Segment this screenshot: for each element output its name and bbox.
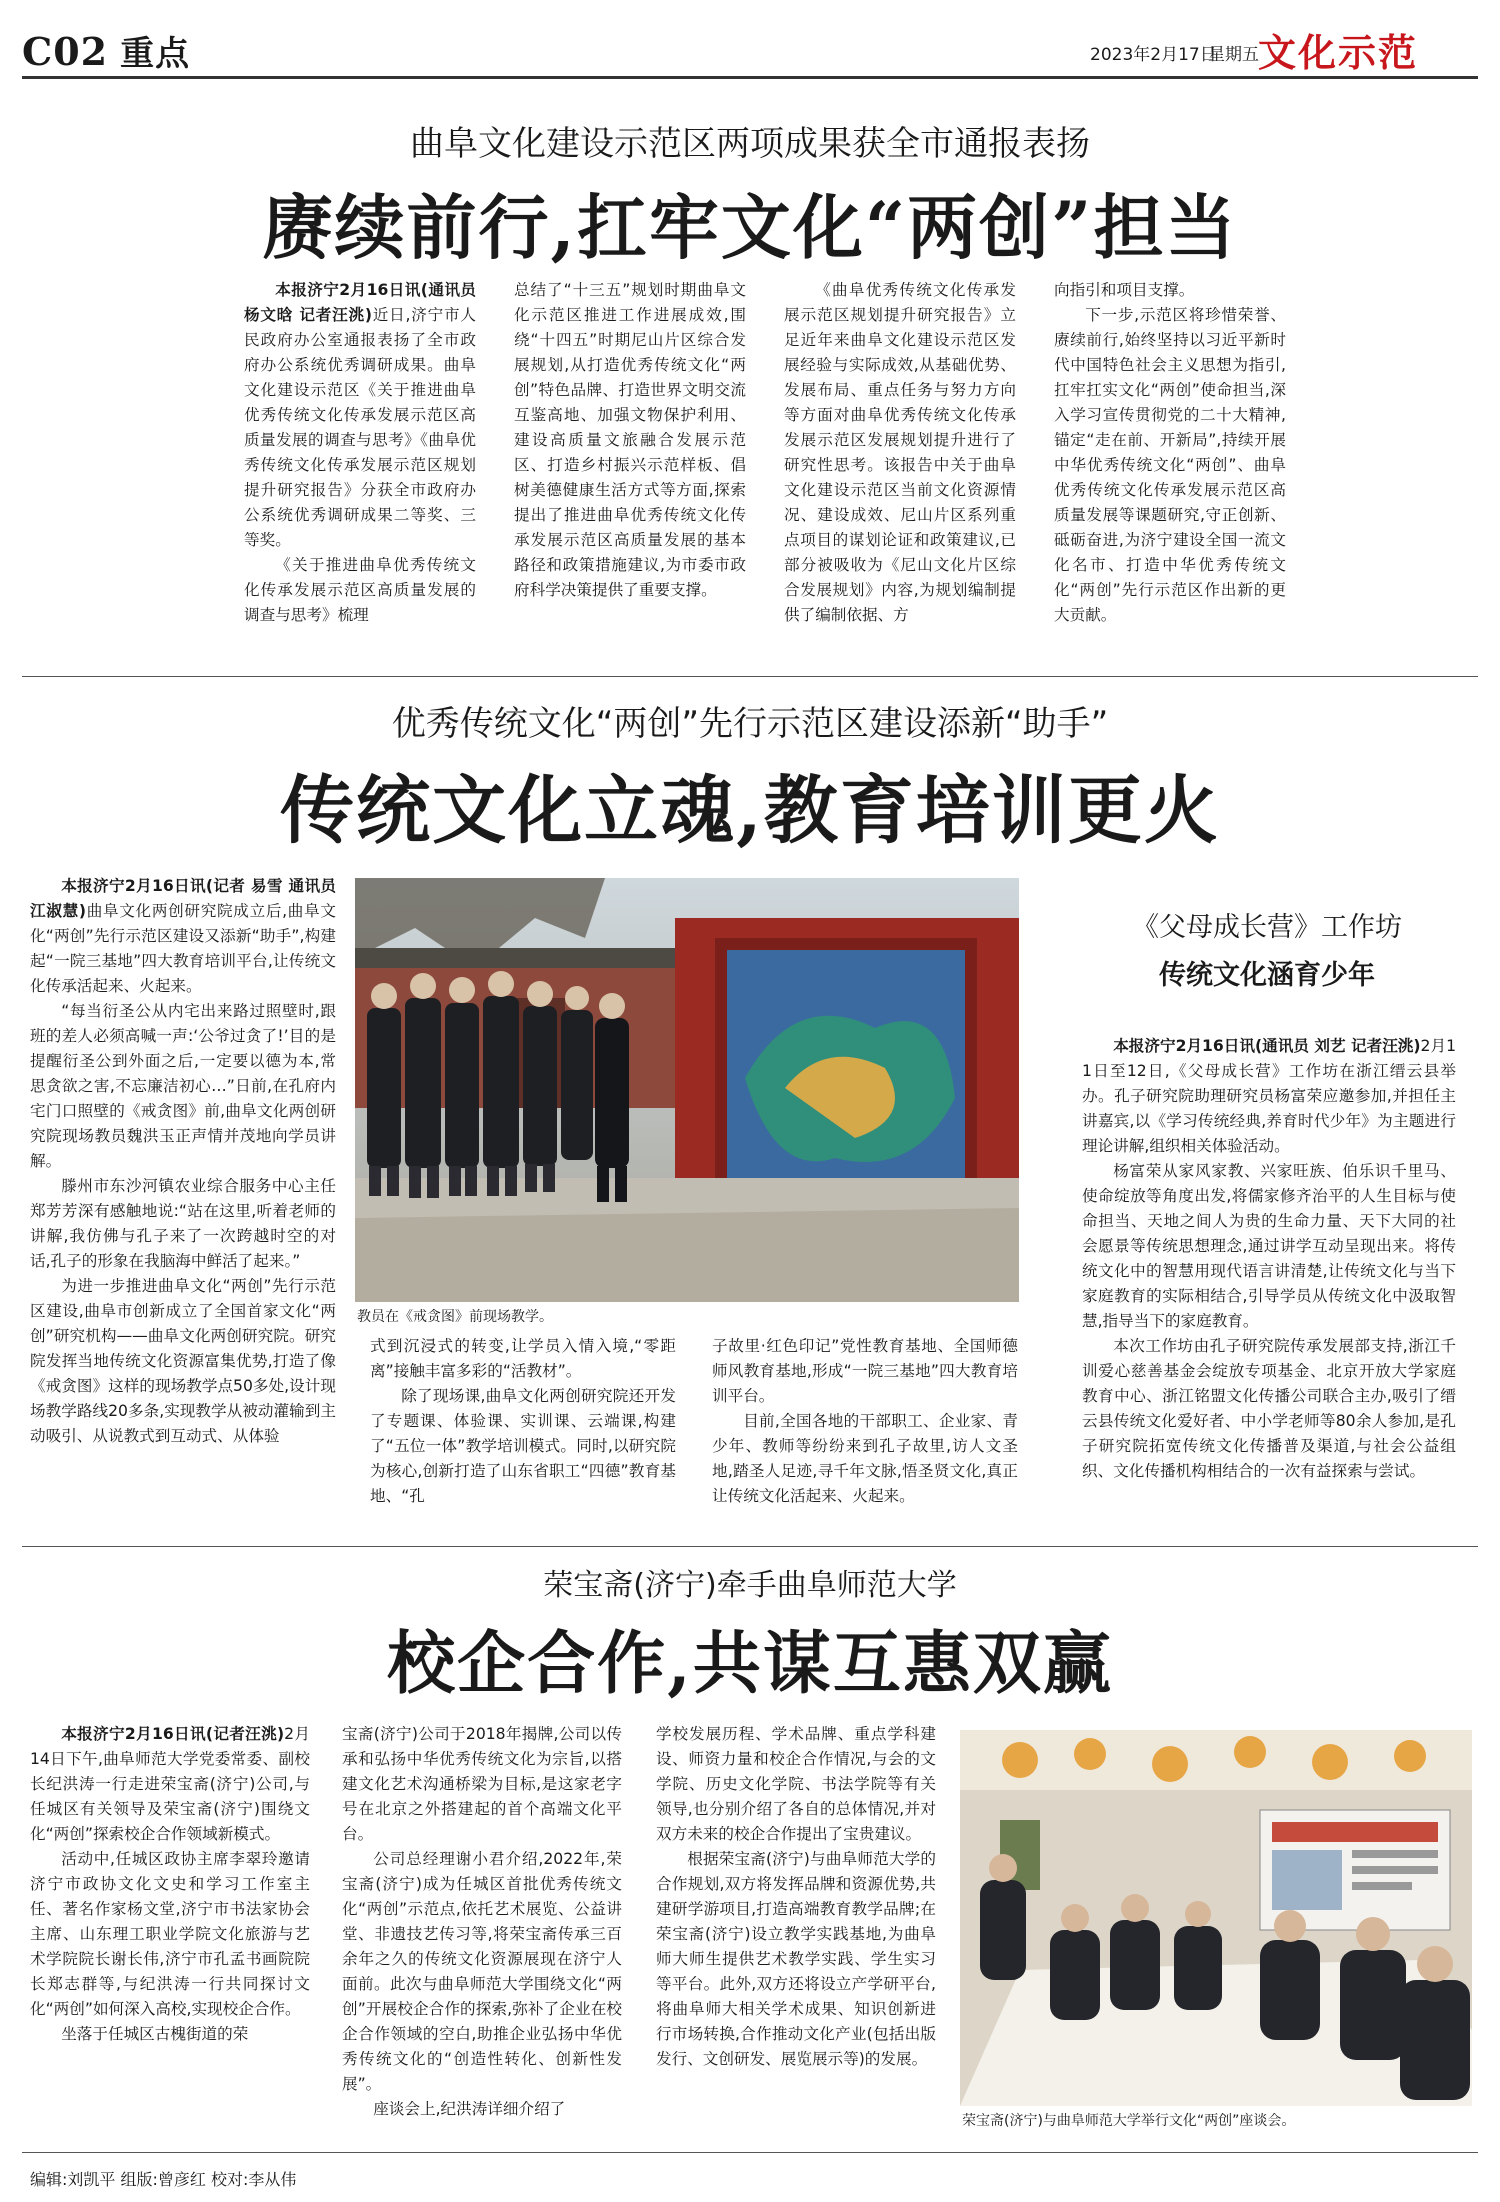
issue-date: 2023年2月17日 (1090, 45, 1217, 65)
sidebar-byline: 本报济宁2月16日讯(通讯员 刘艺 记者汪洮) (1113, 1037, 1421, 1055)
article2-text-1b: “每当衍圣公从内宅出来路过照壁时,跟班的差人必须高喊一声:‘公爷过贪了!’目的是提醒衍圣公到外面之后,一定要以德为本,常思贪欲之害,不忘廉洁初心…”日前,在孔府内宅门口照壁的《戒贪图》前,曲阜文化两创研究院现场教员魏洪玉正声情并茂地向学员讲解。 (30, 1002, 336, 1170)
article3-text-3: 学校发展历程、学术品牌、重点学科建设、师资力量和校企合作情况,与会的文学院、历史文化学院、书法学院等有关领导,也分别介绍了各自的总体情况,并对双方未来的校企合作提出了宝贵建议。 (656, 1725, 936, 1843)
article3-text-3b: 根据荣宝斋(济宁)与曲阜师范大学的合作规划,双方将发挥品牌和资源优势,共建研学游项目,打造高端教育教学品牌;在荣宝斋(济宁)设立教学实践基地,为曲阜师大师生提供艺术教学实践、学生实习等平台。此外,双方还将设立产学研平台,将曲阜师大相关学术成果、知识创新进行市场转换,合作推动文化产业(包括出版发行、文创研发、展览展示等)的发展。 (656, 1850, 936, 2068)
article3-column-1 (30, 1722, 310, 2138)
sidebar-title-2: 传统文化涵育少年 (1159, 960, 1375, 991)
sidebar-text-3: 本次工作坊由孔子研究院传承发展部支持,浙江千训爱心慈善基金会绽放专项基金、北京开放大学家庭教育中心、浙江铭盟文化传播公司联合主办,吸引了缙云县传统文化爱好者、中小学老师等80余人参加,是孔子研究院拓宽传统文化传播普及渠道,与社会公益组织、文化传播机构相结合的一次有益探索与尝试。 (1082, 1337, 1456, 1480)
article1-column-4 (1054, 278, 1286, 656)
article3-text-2c: 座谈会上,纪洪涛详细介绍了 (373, 2100, 566, 2118)
article2-column-3 (712, 1334, 1018, 1514)
article1-text-3: 《曲阜优秀传统文化传承发展示范区规划提升研究报告》立足近年来曲阜文化建设示范区发展经验与实际成效,从基础优势、发展布局、重点任务与努力方向等方面对曲阜优秀传统文化传承发展示范区发展规划提升进行了研究性思考。该报告中关于曲阜文化建设示范区当前文化资源情况、建设成效、尼山片区系列重点项目的谋划论证和政策建议,已部分被吸收为《尼山文化片区综合发展规划》内容,为规划编制提供了编制依据、方 (784, 281, 1016, 624)
article2-headline: 传统文化立魂,教育培训更火 (280, 768, 1220, 854)
section-label: 重点 (120, 34, 191, 74)
article2-text-3: 子故里·红色印记”党性教育基地、全国师德师风教育基地,形成“一院三基地”四大教育培训平台。 (712, 1337, 1018, 1405)
article1-kicker: 曲阜文化建设示范区两项成果获全市通报表扬 (410, 124, 1090, 164)
article3-text-1b: 活动中,任城区政协主席李翠玲邀请济宁市政协文化文史和学习工作室主任、著名作家杨文堂,济宁市书法家协会主席、山东理工职业学院文化旅游与艺术学院院长谢长伟,济宁市孔孟书画院院长郑志群等,与纪洪涛一行共同探讨文化“两创”如何深入高校,实现校企合作。 (30, 1850, 310, 2018)
photo-meeting-scene (960, 1730, 1472, 2106)
article2-text-1d: 为进一步推进曲阜文化“两创”先行示范区建设,曲阜市创新成立了全国首家文化“两创”研究机构——曲阜文化两创研究院。研究院发挥当地传统文化资源富集优势,打造了像《戒贪图》这样的现场教学点50多处,设计现场教学路线20多条,实现教学从被动灌输到主动吸引、从说教式到互动式、从体验 (30, 1277, 336, 1445)
article2-text-1c: 滕州市东沙河镇农业综合服务中心主任郑芳芳深有感触地说:“站在这里,听着老师的讲解,我仿佛与孔子来了一次跨越时空的对话,孔子的形象在我脑海中鲜活了起来。” (30, 1177, 336, 1270)
page-number-text: C02 (22, 29, 109, 74)
article1-column-1 (244, 278, 476, 656)
article1-byline: 本报济宁2月16日讯(通讯员 杨文晗 记者汪洮) (244, 281, 476, 324)
sidebar-text-2: 杨富荣从家风家教、兴家旺族、伯乐识千里马、使命绽放等角度出发,将儒家修齐治平的人生目标与使命担当、天地之间人为贵的生命力量、天下大同的社会愿景等传统思想理念,通过讲学互动呈现出来。将传统文化中的智慧用现代语言讲清楚,让传统文化与当下家庭教育的实际相结合,引导学员从传统文化中汲取智慧,指导当下的家庭教育。 (1082, 1162, 1456, 1330)
sidebar-title-1: 《父母成长营》工作坊 (1132, 912, 1402, 943)
article2-text-2b: 除了现场课,曲阜文化两创研究院还开发了专题课、体验课、实训课、云端课,构建了“五位一体”教学培训模式。同时,以研究院为核心,创新打造了山东省职工“四德”教育基地、“孔 (370, 1387, 676, 1505)
article1-headline: 赓续前行,扛牢文化“两创”担当 (262, 186, 1238, 269)
section-divider-1 (22, 676, 1478, 677)
section-divider-2 (22, 1546, 1478, 1547)
photo-teaching-illustration (355, 878, 1019, 1302)
article1-column-3 (784, 278, 1016, 656)
footer-rule (22, 2152, 1478, 2153)
article3-byline: 本报济宁2月16日讯(记者汪洮) (61, 1725, 285, 1743)
article1-text-1b: 《关于推进曲阜优秀传统文化传承发展示范区高质量发展的调查与思考》梳理 (244, 556, 476, 624)
article1-text-4b: 下一步,示范区将珍惜荣誉、赓续前行,始终坚持以习近平新时代中国特色社会主义思想为指引,扛牢扛实文化“两创”使命担当,深入学习宣传贯彻党的二十大精神,锚定“走在前、开新局”,持续开展中华优秀传统文化“两创”、曲阜优秀传统文化传承发展示范区高质量发展等课题研究,守正创新、砥砺奋进,为济宁建设全国一流文化名市、打造中华优秀传统文化“两创”先行示范区作出新的更大贡献。 (1054, 306, 1286, 624)
article2-kicker: 优秀传统文化“两创”先行示范区建设添新“助手” (391, 704, 1109, 744)
issue-weekday: 星期五 (1208, 45, 1259, 65)
article2-text-3b: 目前,全国各地的干部职工、企业家、青少年、教师等纷纷来到孔子故里,访人文圣地,踏圣人足迹,寻千年文脉,悟圣贤文化,真正让传统文化活起来、火起来。 (712, 1412, 1018, 1505)
brand-logo: 文化示范 (1258, 30, 1419, 75)
article1-text-4: 向指引和项目支撑。 (1054, 281, 1195, 299)
photo-teaching-scene (355, 878, 1019, 1302)
article2-column-1 (30, 874, 336, 1514)
article3-text-1c: 坐落于任城区古槐街道的荣 (61, 2025, 249, 2043)
article3-text-1: 2月14日下午,曲阜师范大学党委常委、副校长纪洪涛一行走进荣宝斋(济宁)公司,与任城区有关领导及荣宝斋(济宁)围绕文化“两创”探索校企合作领域新模式。 (30, 1725, 310, 1843)
page-number (22, 26, 190, 75)
article3-kicker: 荣宝斋(济宁)牵手曲阜师范大学 (543, 1568, 957, 1603)
article1-text-1: 近日,济宁市人民政府办公室通报表扬了全市政府办公系统优秀调研成果。曲阜文化建设示范区《关于推进曲阜优秀传统文化传承发展示范区高质量发展的调查与思考》《曲阜优秀传统文化传承发展示范区规划提升研究报告》分获全市政府办公系统优秀调研成果二等奖、三等奖。 (244, 306, 476, 549)
article3-column-2 (342, 1722, 622, 2138)
article3-column-3 (656, 1722, 936, 2138)
article2-text-1: 曲阜文化两创研究院成立后,曲阜文化“两创”先行示范区建设又添新“助手”,构建起“一院三基地”四大教育培训平台,让传统文化传承活起来、火起来。 (30, 902, 336, 995)
article3-headline: 校企合作,共谋互惠双赢 (387, 1624, 1113, 1704)
article2-text-2: 式到沉浸式的转变,让学员入情入境,“零距离”接触丰富多彩的“活教材”。 (370, 1337, 676, 1380)
photo-meeting-illustration (960, 1730, 1472, 2106)
sidebar-column (1082, 1034, 1456, 1524)
article2-column-2 (370, 1334, 676, 1514)
editor-credits: 编辑:刘凯平 组版:曾彦红 校对:李从伟 (30, 2170, 297, 2189)
article1-text-2: 总结了“十三五”规划时期曲阜文化示范区推进工作进展成效,围绕“十四五”时期尼山片区综合发展规划,从打造优秀传统文化“两创”特色品牌、打造世界文明交流互鉴高地、加强文物保护利用、建设高质量文旅融合发展示范区、打造乡村振兴示范样板、倡树美德健康生活方式等方面,探索提出了推进曲阜优秀传统文化传承发展示范区高质量发展的基本路径和政策措施建议,为市委市政府科学决策提供了重要支撑。 (514, 281, 746, 599)
article1-column-2 (514, 278, 746, 656)
header-rule (22, 76, 1478, 79)
article3-photo-caption: 荣宝斋(济宁)与曲阜师范大学举行文化“两创”座谈会。 (962, 2113, 1296, 2129)
article2-photo-caption: 教员在《戒贪图》前现场教学。 (357, 1309, 553, 1325)
article2-byline: 本报济宁2月16日讯(记者 易雪 通讯员 江淑慧) (30, 877, 336, 920)
article3-text-2: 宝斋(济宁)公司于2018年揭牌,公司以传承和弘扬中华优秀传统文化为宗旨,以搭建文化艺术沟通桥梁为目标,是这家老字号在北京之外搭建起的首个高端文化平台。 (342, 1725, 622, 1843)
article3-text-2b: 公司总经理谢小君介绍,2022年,荣宝斋(济宁)成为任城区首批优秀传统文化“两创”示范点,依托艺术展览、公益讲堂、非遗技艺传习等,将荣宝斋传承三百余年之久的传统文化资源展现在济宁人面前。此次与曲阜师范大学围绕文化“两创”开展校企合作的探索,弥补了企业在校企合作领域的空白,助推企业弘扬中华优秀传统文化的“创造性转化、创新性发展”。 (342, 1850, 622, 2093)
sidebar-text-1: 2月11日至12日,《父母成长营》工作坊在浙江缙云县举办。孔子研究院助理研究员杨富荣应邀参加,并担任主讲嘉宾,以《学习传统经典,养育时代少年》为主题进行理论讲解,组织相关体验活动。 (1082, 1037, 1456, 1155)
